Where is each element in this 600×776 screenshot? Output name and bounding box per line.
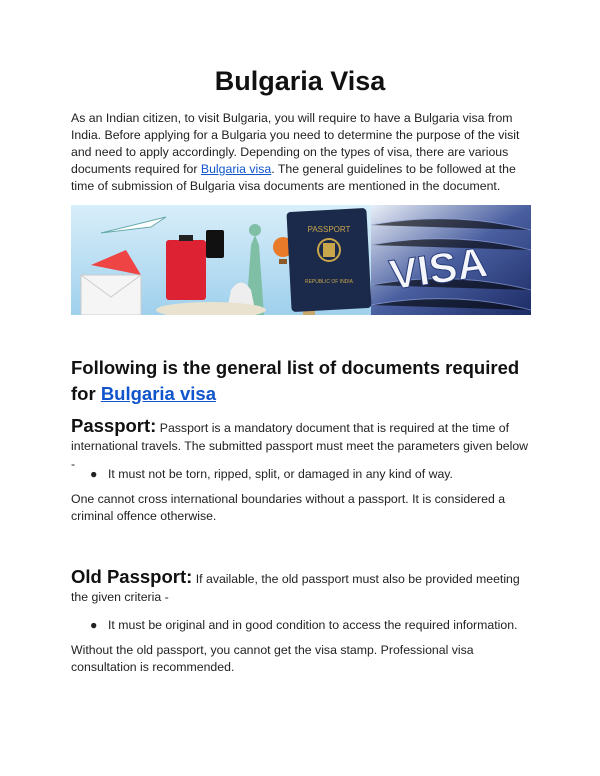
intro-text-start: As an Indian citizen, to visit Bulgaria, you will require to have a Bulgaria visa from India. Before applying for a Bulgaria you need to determine the purpose of the visit and need to apply accordingly. Depending on the types of visa, there are various documents required for xyxy=(71,111,520,176)
bullet-icon: ● xyxy=(90,467,98,481)
passport-note: One cannot cross international boundaries without a passport. It is considered a criminal offence otherwise. xyxy=(71,492,506,523)
old-passport-bullet-item: ● It must be original and in good condition to access the required information. xyxy=(90,618,518,632)
travel-banner-image xyxy=(71,205,531,315)
passport-heading: Passport: xyxy=(71,415,157,436)
indian-passport-image xyxy=(286,208,371,312)
visa-stamp-text: VISA xyxy=(386,238,491,299)
documents-list-heading: Following is the general list of documents required for Bulgaria visa xyxy=(71,357,520,404)
passport-bullet-item: ● It must not be torn, ripped, split, or damaged in any kind of way. xyxy=(90,467,453,481)
bullet-icon: ● xyxy=(90,618,98,632)
old-passport-note: Without the old passport, you cannot get the visa stamp. Professional visa consultation is recommended. xyxy=(71,643,474,674)
passport-country-text: REPUBLIC OF INDIA xyxy=(304,279,354,285)
passport-cover-text: PASSPORT xyxy=(307,225,351,234)
suitcase-icon xyxy=(166,240,206,300)
old-passport-heading: Old Passport: xyxy=(71,566,193,587)
old-passport-description: If available, the old passport must also be provided meeting the given criteria - xyxy=(71,572,520,604)
old-passport-section xyxy=(71,568,533,606)
bulgaria-visa-link[interactable]: Bulgaria visa xyxy=(200,162,272,176)
intro-paragraph xyxy=(71,110,533,195)
page-title: Bulgaria Visa xyxy=(214,66,386,96)
passport-description: Passport is a mandatory document that is required at the time of international travels. The submitted passport must meet the parameters given below - xyxy=(71,421,529,471)
phone-icon xyxy=(206,230,224,258)
intro-text-end: . The general guidelines to be followed at the time of submission of Bulgaria visa documents are mentioned in the document. xyxy=(71,162,516,193)
passport-section xyxy=(71,417,533,473)
bulgaria-visa-heading-link[interactable]: Bulgaria visa xyxy=(100,383,216,404)
